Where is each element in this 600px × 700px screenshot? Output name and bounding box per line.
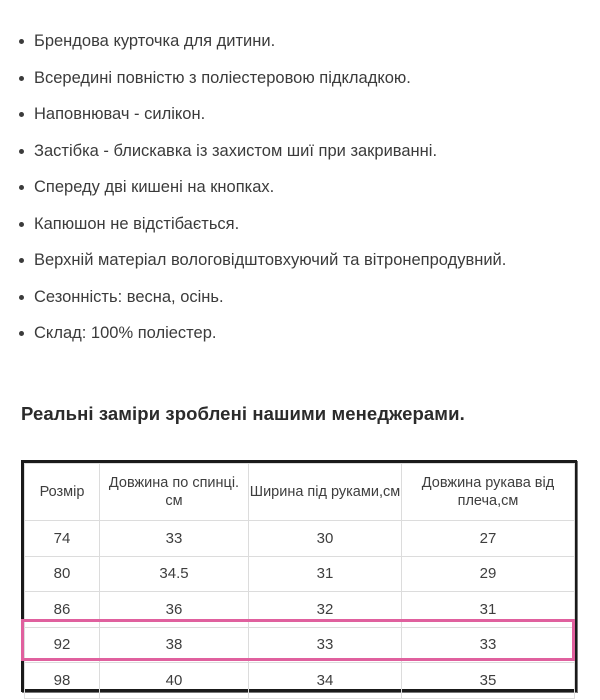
table-row	[25, 592, 575, 628]
cell-size: 98	[25, 663, 100, 699]
feature-text: Застібка - блискавка із захистом шиї при закриванні.	[34, 141, 438, 160]
feature-item	[0, 206, 600, 243]
cell-sleeve-length: 27	[402, 521, 575, 557]
cell-chest-width: 33	[249, 627, 402, 663]
cell-back-length: 38	[100, 627, 249, 663]
cell-back-length: 36	[100, 592, 249, 628]
column-header-size: Розмір	[25, 464, 100, 521]
feature-text: Всередині повністю з поліестеровою підкладкою.	[34, 68, 411, 87]
cell-size: 92	[25, 627, 100, 663]
cell-size: 80	[25, 556, 100, 592]
column-header-sleeve-length: Довжина рукава від плеча,см	[402, 464, 575, 521]
feature-item	[0, 315, 600, 352]
bullet-icon	[19, 258, 24, 263]
feature-text: Брендова курточка для дитини.	[34, 32, 276, 50]
feature-text: Спереду дві кишені на кнопках.	[34, 178, 275, 196]
bullet-icon	[19, 112, 24, 117]
column-header-chest-width: Ширина під руками,см	[249, 464, 402, 521]
cell-back-length: 34.5	[100, 556, 249, 592]
table-header-row	[25, 464, 575, 521]
table-row	[25, 556, 575, 592]
cell-sleeve-length: 35	[402, 663, 575, 699]
bullet-icon	[19, 39, 24, 44]
bullet-icon	[19, 76, 24, 81]
cell-size: 86	[25, 592, 100, 628]
feature-item	[0, 169, 600, 206]
feature-text: Капюшон не відстібається.	[34, 214, 240, 233]
table-row-highlighted	[25, 627, 575, 663]
feature-item	[0, 23, 600, 60]
size-table	[21, 460, 577, 692]
feature-item	[0, 242, 600, 279]
bullet-icon	[19, 331, 24, 336]
feature-item	[0, 279, 600, 316]
column-header-back-length: Довжина по спинці. см	[100, 464, 249, 521]
feature-item	[0, 133, 600, 170]
bullet-icon	[19, 295, 24, 300]
feature-item	[0, 60, 600, 97]
cell-sleeve-length: 29	[402, 556, 575, 592]
feature-item	[0, 96, 600, 133]
feature-text: Сезонність: весна, осінь.	[34, 287, 224, 306]
feature-list	[0, 23, 600, 352]
cell-chest-width: 31	[249, 556, 402, 592]
cell-back-length: 33	[100, 521, 249, 557]
cell-back-length: 40	[100, 663, 249, 699]
cell-chest-width: 32	[249, 592, 402, 628]
cell-sleeve-length: 31	[402, 592, 575, 628]
feature-text: Склад: 100% поліестер.	[34, 324, 217, 342]
bullet-icon	[19, 222, 24, 227]
cell-chest-width: 30	[249, 521, 402, 557]
feature-text: Верхній матеріал вологовідштовхуючий та вітронепродувний.	[34, 251, 507, 269]
table-row	[25, 521, 575, 557]
cell-chest-width: 34	[249, 663, 402, 699]
bullet-icon	[19, 149, 24, 154]
size-table-heading: Реальні заміри зроблені нашими менеджерами.	[21, 403, 465, 424]
cell-size: 74	[25, 521, 100, 557]
table-row	[25, 663, 575, 699]
bullet-icon	[19, 185, 24, 190]
cell-sleeve-length: 33	[402, 627, 575, 663]
feature-text: Наповнювач - силікон.	[34, 105, 206, 123]
